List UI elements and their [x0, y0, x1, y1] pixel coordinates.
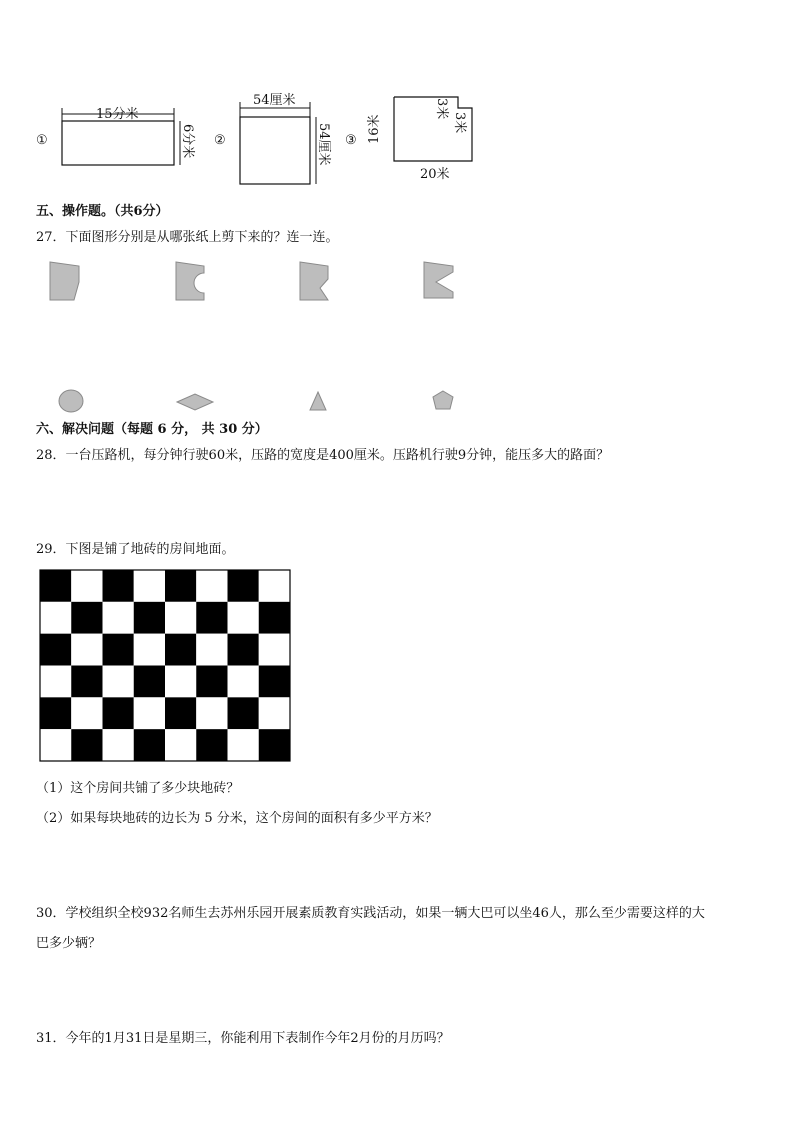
floor-tile: [103, 570, 134, 602]
section-5-title: 五、操作题。（共6分）: [36, 204, 169, 219]
floor-tile: [40, 666, 71, 698]
figure-1-width-label: 15分米: [96, 107, 139, 122]
floor-tile: [134, 570, 165, 602]
figure-3-notch-horizontal-label: 3米: [452, 112, 467, 134]
floor-tile: [196, 697, 227, 729]
floor-tile: [196, 570, 227, 602]
question-30-line-1: 30．学校组织全校932名师生去苏州乐园开展素质教育实践活动，如果一辆大巴可以坐46人，那么至少需要这样的大: [36, 906, 705, 921]
floor-tile: [259, 570, 290, 602]
figure-2-square: [240, 117, 310, 184]
triangle-shape: [310, 392, 326, 410]
cut-paper-3: [300, 262, 328, 300]
floor-tile: [196, 666, 227, 698]
floor-tile: [40, 697, 71, 729]
figure-2-height-label: 54厘米: [316, 123, 331, 166]
floor-tile: [228, 666, 259, 698]
small-shapes: [59, 390, 453, 412]
floor-tile: [103, 729, 134, 761]
floor-tile: [40, 570, 71, 602]
floor-tile: [134, 602, 165, 634]
floor-tile: [259, 697, 290, 729]
floor-tile: [134, 697, 165, 729]
figure-3-mark: ③: [345, 133, 357, 148]
circle-shape: [59, 390, 83, 412]
floor-tile: [228, 602, 259, 634]
floor-tile: [196, 729, 227, 761]
floor-tile: [134, 634, 165, 666]
floor-tile-grid: [40, 570, 290, 761]
question-27: 27．下面图形分别是从哪张纸上剪下来的？连一连。: [36, 230, 339, 245]
question-29: 29．下图是铺了地砖的房间地面。: [36, 542, 235, 557]
floor-tile: [259, 666, 290, 698]
floor-tile: [134, 729, 165, 761]
floor-tile: [71, 697, 102, 729]
figure-3-left-label: 16米: [367, 114, 382, 144]
question-28: 28．一台压路机，每分钟行驶60米，压路的宽度是400厘米。压路机行驶9分钟，能压多大的路面？: [36, 448, 610, 463]
floor-tile: [71, 729, 102, 761]
floor-tile: [103, 697, 134, 729]
question-29-sub-1: （1）这个房间共铺了多少块地砖？: [36, 781, 240, 796]
floor-tile: [228, 634, 259, 666]
cut-paper-4: [424, 262, 453, 298]
rhombus-shape: [177, 394, 213, 410]
figure-1-mark: ①: [36, 133, 48, 148]
figure-1-rectangle: [62, 121, 174, 165]
figure-3-bottom-label: 20米: [420, 167, 450, 182]
section-6-title: 六、解决问题（每题 6 分， 共 30 分）: [36, 422, 268, 437]
floor-tile: [103, 666, 134, 698]
floor-tile: [71, 634, 102, 666]
question-29-sub-2: （2）如果每块地砖的边长为 5 分米，这个房间的面积有多少平方米？: [36, 811, 438, 826]
floor-tile: [40, 634, 71, 666]
floor-tile: [259, 634, 290, 666]
floor-tile: [40, 602, 71, 634]
floor-tile: [165, 729, 196, 761]
floor-tile: [196, 634, 227, 666]
floor-tile: [165, 602, 196, 634]
figure-1-height-label: 6分米: [180, 124, 195, 159]
floor-tile: [228, 570, 259, 602]
floor-tile: [165, 570, 196, 602]
floor-tile: [103, 602, 134, 634]
floor-tile: [103, 634, 134, 666]
cut-paper-shapes: [50, 262, 453, 300]
floor-tile: [228, 697, 259, 729]
floor-tile: [165, 634, 196, 666]
figure-2-width-label: 54厘米: [253, 93, 296, 108]
floor-tile: [259, 602, 290, 634]
floor-tile: [71, 570, 102, 602]
floor-tile: [196, 602, 227, 634]
question-31: 31．今年的1月31日是星期三，你能利用下表制作今年2月份的月历吗？: [36, 1031, 450, 1046]
floor-tile: [40, 729, 71, 761]
figure-3-notch-vertical-label: 3米: [434, 98, 449, 120]
cut-paper-2: [176, 262, 204, 300]
floor-tile: [71, 602, 102, 634]
figure-2-mark: ②: [214, 133, 226, 148]
floor-tile: [134, 666, 165, 698]
floor-tile: [71, 666, 102, 698]
floor-tile: [165, 666, 196, 698]
question-30-line-2: 巴多少辆？: [36, 936, 102, 951]
floor-tile: [259, 729, 290, 761]
floor-tile: [165, 697, 196, 729]
floor-tile: [228, 729, 259, 761]
cut-paper-1: [50, 262, 79, 300]
pentagon-shape: [433, 391, 453, 409]
